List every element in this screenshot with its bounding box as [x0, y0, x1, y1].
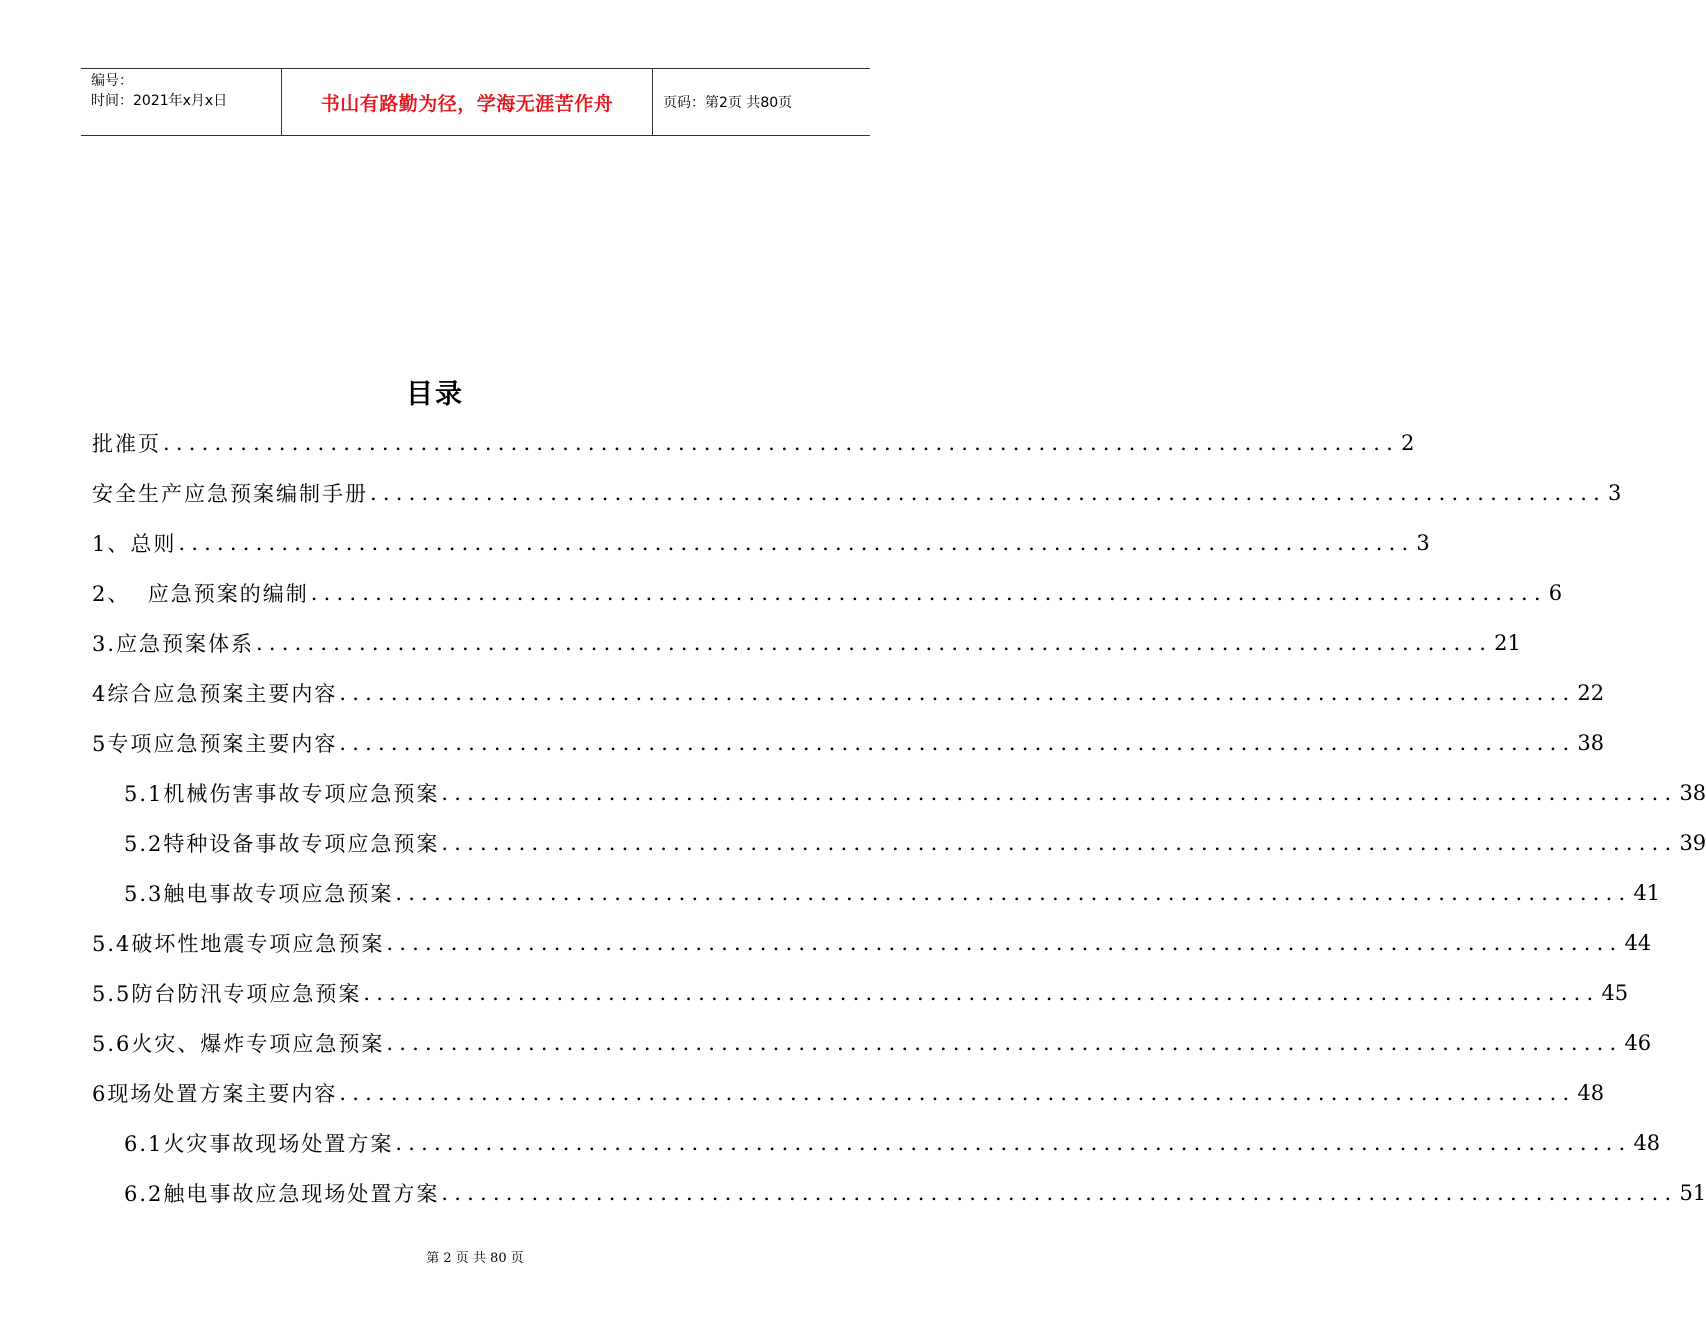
toc-entry-comprehensive[interactable]	[92, 668, 1605, 718]
toc-entry-label: 2、 应急预案的编制	[92, 578, 309, 608]
toc-leader-dots: ................................................................................................	[441, 1181, 1678, 1205]
toc-entry-label: 安全生产应急预案编制手册	[92, 478, 368, 508]
toc-entry-label: 6.1火灾事故现场处置方案	[124, 1128, 393, 1158]
toc-entry-label: 6.2触电事故应急现场处置方案	[124, 1178, 439, 1208]
toc-entry-page: 41	[1633, 881, 1661, 905]
toc-entry-onsite[interactable]	[92, 1068, 1605, 1118]
toc-leader-dots: ................................................................................................	[163, 431, 1400, 455]
header-motto: 书山有路勤为径，学海无涯苦作舟	[282, 69, 653, 135]
header-time-label: 时间：2021年x月x日	[91, 93, 228, 109]
page-footer: 第 2 页 共 80 页	[426, 1251, 524, 1266]
toc-entry-label: 3.应急预案体系	[92, 628, 254, 658]
toc-entry-page: 21	[1494, 631, 1521, 655]
header-number-label: 编号：	[91, 73, 133, 89]
toc-entry-general[interactable]	[92, 518, 1430, 568]
toc-entry-page: 38	[1577, 731, 1605, 755]
toc-leader-dots: ................................................................................................	[178, 531, 1415, 555]
toc-leader-dots: ................................................................................................	[395, 1131, 1632, 1155]
toc-entry-special[interactable]	[92, 718, 1605, 768]
header-page-info: 页码：第2页 共80页	[663, 95, 793, 111]
toc-leader-dots: ................................................................................................	[441, 831, 1678, 855]
toc-entry-page: 48	[1633, 1131, 1661, 1155]
toc-leader-dots: ................................................................................................	[386, 1031, 1623, 1055]
toc-entry-label: 5.3触电事故专项应急预案	[124, 878, 393, 908]
toc-entry-electric-shock[interactable]	[92, 868, 1661, 918]
toc-entry-label: 批准页	[92, 428, 161, 458]
toc-leader-dots: ................................................................................................	[339, 731, 1576, 755]
toc-entry-label: 5.4破坏性地震专项应急预案	[92, 928, 384, 958]
toc-entry-label: 5.2特种设备事故专项应急预案	[124, 828, 439, 858]
toc-entry-page: 45	[1601, 981, 1629, 1005]
toc-leader-dots: ................................................................................................	[386, 931, 1623, 955]
toc-entry-system[interactable]	[92, 618, 1521, 668]
toc-entry-page: 38	[1679, 781, 1706, 805]
toc-leader-dots: ................................................................................................	[339, 681, 1576, 705]
toc-leader-dots: ................................................................................................	[339, 1081, 1576, 1105]
toc-entry-page: 51	[1679, 1181, 1706, 1205]
toc-entry-page: 6	[1548, 581, 1563, 605]
toc-entry-shock-onsite[interactable]	[92, 1168, 1706, 1218]
toc-entry-label: 4综合应急预案主要内容	[92, 678, 337, 708]
toc-entry-manual[interactable]	[92, 468, 1622, 518]
toc-entry-label: 5.1机械伤害事故专项应急预案	[124, 778, 439, 808]
toc-leader-dots: ................................................................................................	[441, 781, 1678, 805]
toc-leader-dots: ................................................................................................	[363, 981, 1600, 1005]
toc-entry-typhoon-flood[interactable]	[92, 968, 1629, 1018]
toc-entry-label: 6现场处置方案主要内容	[92, 1078, 337, 1108]
toc-entry-fire-explosion[interactable]	[92, 1018, 1652, 1068]
toc-entry-approval-page[interactable]	[92, 418, 1415, 468]
toc-entry-mechanical[interactable]	[92, 768, 1706, 818]
toc-entry-compilation[interactable]	[92, 568, 1563, 618]
toc-entry-earthquake[interactable]	[92, 918, 1652, 968]
toc-entry-page: 3	[1608, 481, 1622, 505]
toc-entry-label: 5专项应急预案主要内容	[92, 728, 337, 758]
toc-entry-special-equipment[interactable]	[92, 818, 1706, 868]
toc-leader-dots: ................................................................................................	[256, 631, 1493, 655]
toc-title: 目录	[406, 379, 464, 410]
toc-entry-label: 5.6火灾、爆炸专项应急预案	[92, 1028, 384, 1058]
table-of-contents	[92, 418, 1706, 1218]
toc-entry-page: 39	[1679, 831, 1706, 855]
toc-entry-page: 2	[1401, 431, 1415, 455]
toc-leader-dots: ................................................................................................	[395, 881, 1632, 905]
toc-leader-dots: ................................................................................................	[370, 481, 1607, 505]
toc-leader-dots: ................................................................................................	[310, 581, 1547, 605]
toc-entry-page: 44	[1624, 931, 1652, 955]
toc-entry-page: 48	[1577, 1081, 1605, 1105]
toc-entry-label: 5.5防台防汛专项应急预案	[92, 978, 361, 1008]
toc-entry-page: 22	[1577, 681, 1605, 705]
header-meta	[81, 69, 282, 135]
toc-entry-label: 1、总则	[92, 528, 176, 558]
toc-entry-page: 46	[1624, 1031, 1652, 1055]
toc-entry-page: 3	[1416, 531, 1430, 555]
toc-entry-fire-onsite[interactable]	[92, 1118, 1661, 1168]
page-header	[81, 68, 870, 136]
